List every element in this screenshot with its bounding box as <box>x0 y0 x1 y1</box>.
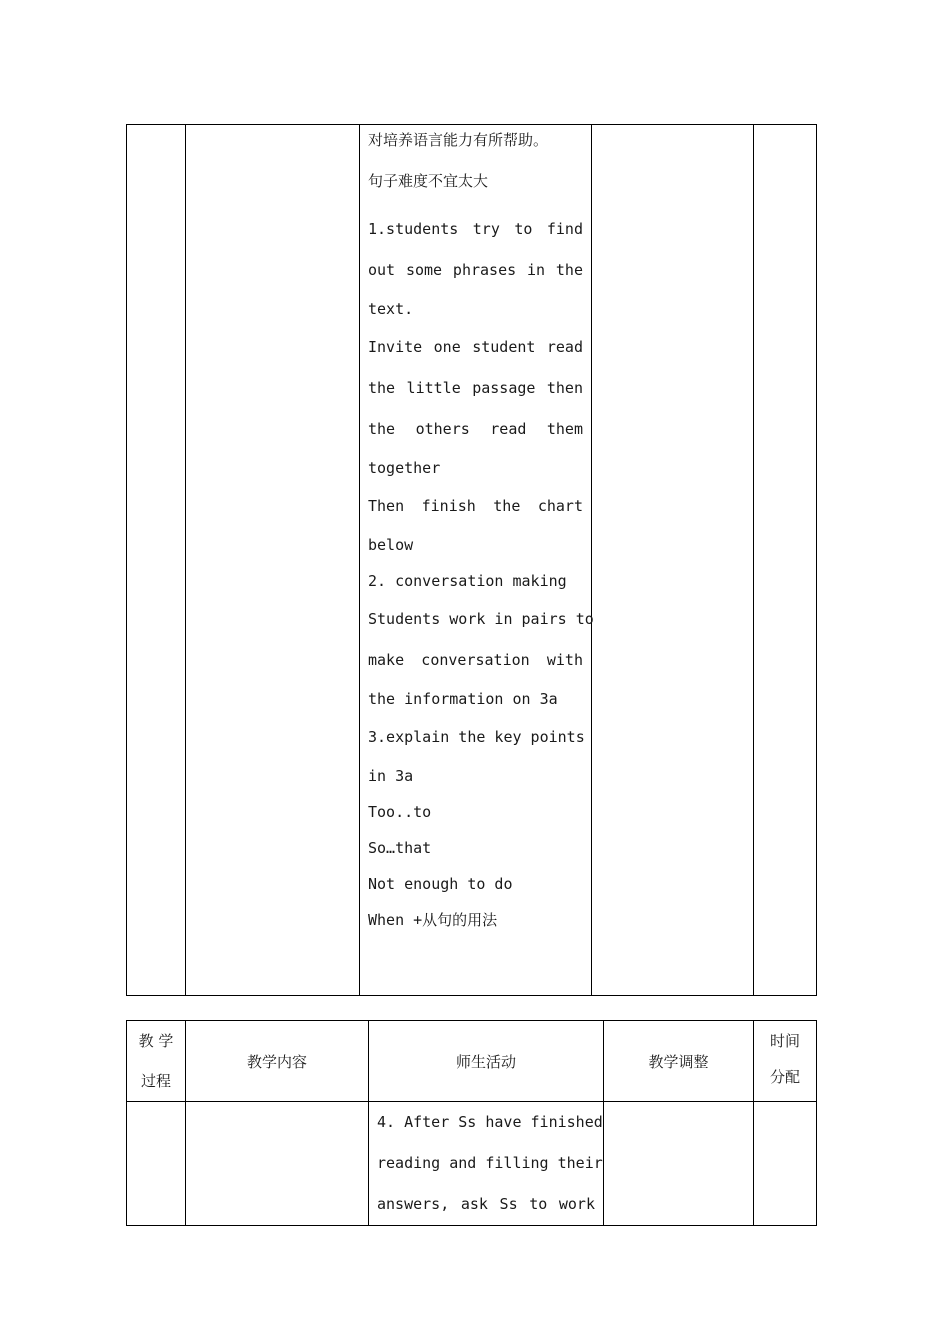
text-line: make conversation with <box>368 651 583 669</box>
text-line: 句子难度不宜太大 <box>368 172 489 190</box>
time-cell <box>754 1102 817 1226</box>
text-line: Then finish the chart <box>368 497 583 515</box>
text-line: When +从句的用法 <box>368 911 498 929</box>
header-process <box>127 1021 186 1102</box>
text-line: 2. conversation making <box>368 572 567 590</box>
header-process-line1: 教 学 <box>138 1032 174 1050</box>
text-line: 1.students try to find <box>368 220 583 238</box>
header-adjust: 教学调整 <box>604 1021 754 1102</box>
text-line: So…that <box>368 839 432 857</box>
process-cell <box>127 1102 186 1226</box>
table-header-row <box>127 1021 817 1102</box>
table-row <box>127 1102 817 1226</box>
activities-text <box>369 1102 603 1225</box>
activities-text <box>360 125 594 938</box>
text-line: Invite one student read <box>368 338 583 356</box>
adjust-cell <box>604 1102 754 1226</box>
text-line: in 3a <box>368 767 414 785</box>
text-line: 对培养语言能力有所帮助。 <box>368 131 549 149</box>
adjust-cell <box>592 125 754 996</box>
text-line: the others read them <box>368 420 583 438</box>
activities-cell <box>360 125 592 996</box>
activities-cell <box>369 1102 604 1226</box>
table-row <box>127 125 817 996</box>
text-line: 4. After Ss have finished <box>377 1113 603 1131</box>
text-line: Too..to <box>368 803 432 821</box>
text-line: 3.explain the key points <box>368 728 585 746</box>
header-time-line2: 分配 <box>769 1068 800 1086</box>
lesson-plan-table-continued <box>126 124 817 996</box>
text-line: reading and filling their <box>377 1154 603 1172</box>
text-line: the information on 3a <box>368 690 558 708</box>
header-content: 教学内容 <box>186 1021 369 1102</box>
lesson-plan-table <box>126 1020 817 1226</box>
time-cell <box>754 125 817 996</box>
header-activities: 师生活动 <box>369 1021 604 1102</box>
content-cell <box>186 1102 369 1226</box>
content-cell <box>186 125 360 996</box>
text-line: out some phrases in the <box>368 261 583 279</box>
text-line: the little passage then <box>368 379 583 397</box>
text-line: Not enough to do <box>368 875 513 893</box>
header-time-line1: 时间 <box>769 1032 800 1050</box>
text-line: together <box>368 459 441 477</box>
text-line: answers, ask Ss to work <box>377 1195 595 1213</box>
process-cell <box>127 125 186 996</box>
text-line: text. <box>368 300 414 318</box>
text-line: Students work in pairs to <box>368 610 594 628</box>
text-line: below <box>368 536 414 554</box>
header-time <box>754 1021 817 1102</box>
header-process-line2: 过程 <box>140 1072 171 1090</box>
